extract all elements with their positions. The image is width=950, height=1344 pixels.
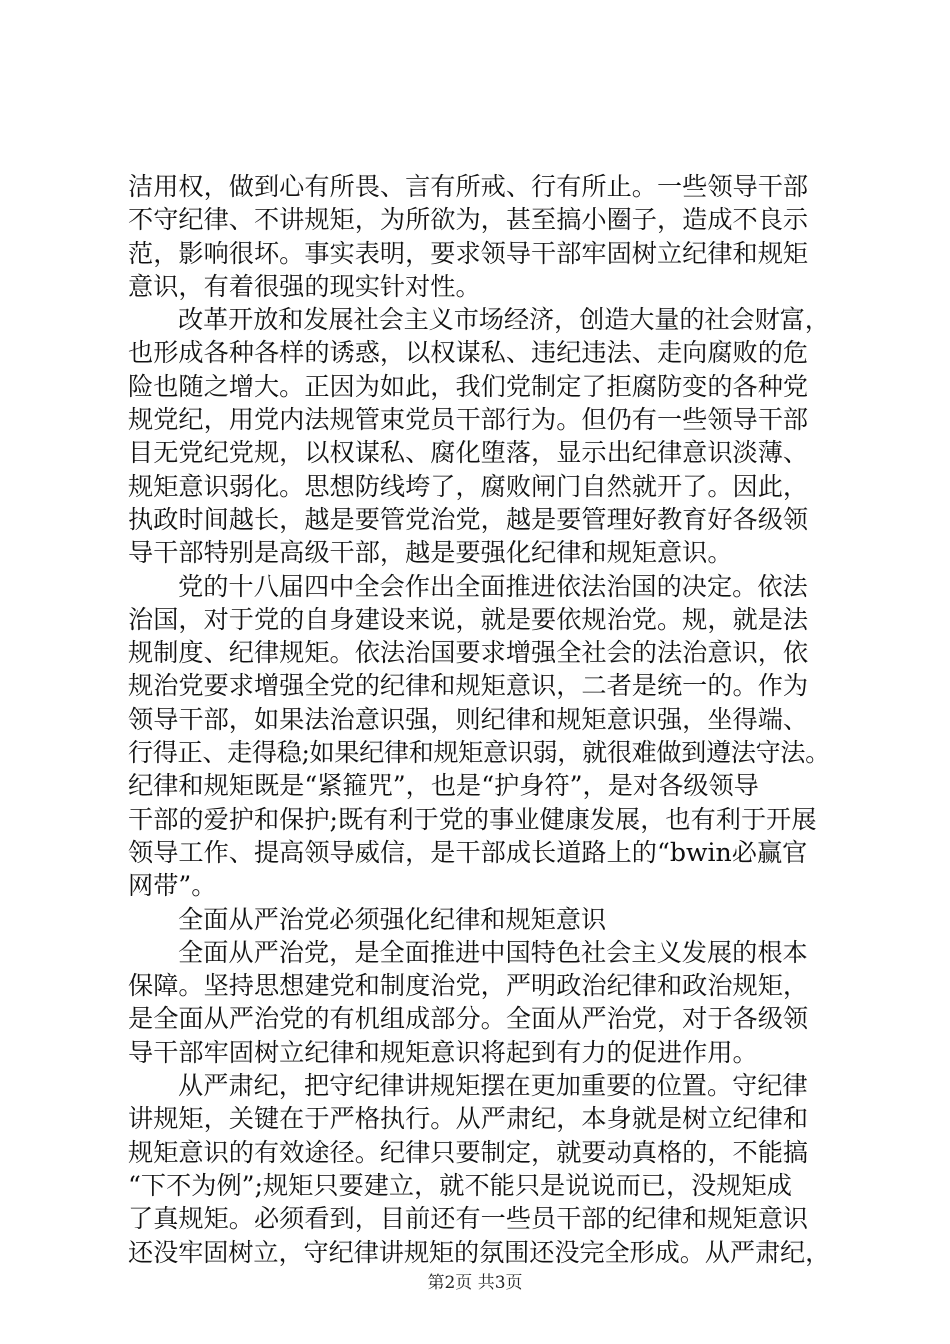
- text-line: 规党纪，用党内法规管束党员干部行为。但仍有一些领导干部: [128, 405, 809, 435]
- text-line: 洁用权，做到心有所畏、言有所戒、行有所止。一些领导干部: [128, 172, 809, 201]
- text-line: 也形成各种各样的诱惑，以权谋私、违纪违法、走向腐败的危: [128, 338, 809, 368]
- text-line: 纪律和规矩既是“紧箍咒”，也是“护身符”，是对各级领导: [128, 771, 759, 801]
- text-line: 行得正、走得稳;如果纪律和规矩意识弱，就很难做到遵法守法。: [128, 738, 830, 768]
- text-line: 干部的爱护和保护;既有利于党的事业健康发展，也有利于开展: [128, 804, 817, 834]
- text-line: 规矩意识的有效途径。纪律只要制定，就要动真格的，不能搞: [128, 1137, 809, 1167]
- text-line: 全面从严治党必须强化纪律和规矩意识: [178, 904, 607, 934]
- text-line: 规治党要求增强全党的纪律和规矩意识，二者是统一的。作为: [128, 671, 809, 701]
- text-line: 是全面从严治党的有机组成部分。全面从严治党，对于各级领: [128, 1004, 809, 1034]
- text-line: 全面从严治党，是全面推进中国特色社会主义发展的根本: [178, 937, 808, 967]
- text-line: 规矩意识弱化。思想防线垮了，腐败闸门自然就开了。因此，: [128, 471, 809, 501]
- text-line: 还没牢固树立，守纪律讲规矩的氛围还没完全形成。从严肃纪，: [128, 1237, 831, 1267]
- page-number-footer: 第2页 共3页: [427, 1273, 523, 1293]
- text-line: 险也随之增大。正因为如此，我们党制定了拒腐防变的各种党: [128, 371, 809, 401]
- text-line: 党的十八届四中全会作出全面推进依法治国的决定。依法: [178, 571, 808, 601]
- text-line: 了真规矩。必须看到，目前还有一些员干部的纪律和规矩意识: [128, 1204, 809, 1234]
- text-line: 导干部特别是高级干部，越是要强化纪律和规矩意识。: [128, 538, 733, 568]
- text-line: 从严肃纪，把守纪律讲规矩摆在更加重要的位置。守纪律: [178, 1071, 808, 1101]
- text-line: 不守纪律、不讲规矩，为所欲为，甚至搞小圈子，造成不良示: [128, 205, 809, 235]
- text-line: 领导干部，如果法治意识强，则纪律和规矩意识强，坐得端、: [128, 704, 809, 734]
- document-body: [128, 170, 830, 1269]
- text-line: 导干部牢固树立纪律和规矩意识将起到有力的促进作用。: [128, 1037, 758, 1067]
- text-line: 领导工作、提高领导威信，是干部成长道路上的“bwin必赢官: [128, 837, 808, 867]
- text-line: 目无党纪党规，以权谋私、腐化堕落，显示出纪律意识淡薄、: [128, 438, 809, 468]
- text-line: 保障。坚持思想建党和制度治党，严明政治纪律和政治规矩，: [128, 971, 809, 1001]
- text-line: 讲规矩，关键在于严格执行。从严肃纪，本身就是树立纪律和: [128, 1104, 809, 1134]
- text-line: 范，影响很坏。事实表明，要求领导干部牢固树立纪律和规矩: [128, 238, 809, 268]
- text-line: 规制度、纪律规矩。依法治国要求增强全社会的法治意识，依: [128, 638, 809, 668]
- text-line: 改革开放和发展社会主义市场经济，创造大量的社会财富，: [178, 305, 830, 335]
- text-line: 执政时间越长，越是要管党治党，越是要管理好教育好各级领: [128, 504, 809, 534]
- text-line: 治国，对于党的自身建设来说，就是要依规治党。规，就是法: [128, 604, 809, 634]
- text-line: “下不为例”;规矩只要建立，就不能只是说说而已，没规矩成: [128, 1170, 792, 1200]
- text-line: 网带”。: [128, 871, 217, 901]
- text-line: 意识，有着很强的现实针对性。: [128, 271, 481, 301]
